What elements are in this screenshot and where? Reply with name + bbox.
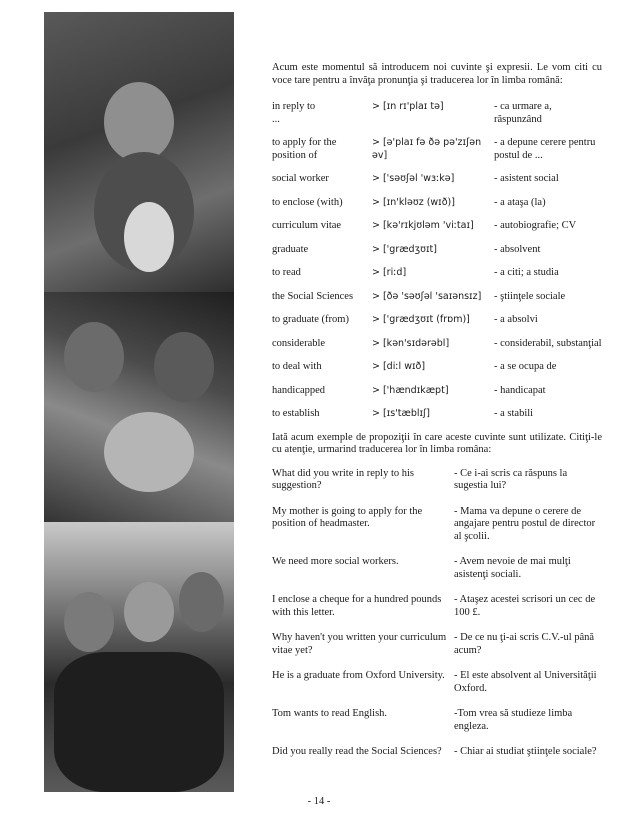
example-english: I enclose a cheque for a hundred pounds with this letter. xyxy=(272,594,442,618)
vocab-english: to deal with xyxy=(272,361,322,372)
example-row xyxy=(272,468,602,493)
vocab-row xyxy=(272,244,602,257)
vocab-row xyxy=(272,408,602,421)
examples-intro-paragraph: Iată acum exemple de propoziţii în care aceste cuvinte sunt utilizate. Citiţi-le cu atenţie, urmarind traducerea lor în limba româna: xyxy=(272,431,602,455)
vocab-english: to read xyxy=(272,267,301,278)
vocab-phonetic: > [ɪn'kləʊz (wɪð)] xyxy=(372,196,455,208)
example-english: What did you write in reply to his suggestion? xyxy=(272,467,415,491)
lesson-content xyxy=(272,62,602,772)
example-row xyxy=(272,556,602,581)
vocab-romanian: - a ataşa (la) xyxy=(494,196,546,208)
vocab-english: to apply for the position of xyxy=(272,137,337,161)
vocab-phonetic: > ['hændɪkæpt] xyxy=(372,384,449,396)
example-romanian: - Ataşez acestei scrisori un cec de 100 £. xyxy=(454,594,596,618)
vocab-phonetic: > ['grædʒʊɪt (frɒm)] xyxy=(372,314,470,325)
vocab-english: the Social Sciences xyxy=(272,290,354,302)
vocab-phonetic: > [diːl wɪð] xyxy=(372,361,426,372)
example-romanian: -Tom vrea să studieze limba engleza. xyxy=(454,708,573,732)
vocab-row xyxy=(272,197,602,210)
example-english: My mother is going to apply for the position of headmaster. xyxy=(272,505,423,529)
example-row xyxy=(272,506,602,544)
vocab-romanian: - ştiinţele sociale xyxy=(494,290,566,302)
vocab-romanian: - a stabili xyxy=(494,408,534,419)
vocab-english: graduate xyxy=(272,243,309,255)
photo-graduation-ceremony xyxy=(44,522,234,792)
vocab-english: to graduate (from) xyxy=(272,314,349,325)
example-romanian: - De ce nu ţi-ai scris C.V.-ul până acum? xyxy=(454,632,595,656)
example-row xyxy=(272,594,602,619)
vocab-row xyxy=(272,173,602,186)
photo-child-with-toy xyxy=(44,12,234,292)
example-romanian: - Mama va depune o cerere de angajare pentru postul de director al şcolii. xyxy=(454,505,596,542)
example-english: Why haven't you written your curriculum vitae yet? xyxy=(272,632,447,656)
example-row xyxy=(272,632,602,657)
vocab-romanian: - a absolvi xyxy=(494,314,538,325)
example-english: Did you really read the Social Sciences? xyxy=(272,746,442,757)
vocab-romanian: - absolvent xyxy=(494,243,541,255)
vocab-english: to establish xyxy=(272,408,320,419)
intro-paragraph: Acum este momentul să introducem noi cuvinte şi expresii. Le vom citi cu voce tare pentru a învăţa pronunţia şi traducerea lor în limba română: xyxy=(272,62,602,86)
vocab-row xyxy=(272,338,602,351)
example-romanian: - Avem nevoie de mai mulţi asistenţi sociali. xyxy=(454,556,571,580)
vocab-romanian: - considerabil, substanţial xyxy=(494,337,602,349)
example-romanian: - El este absolvent al Universităţii Oxford. xyxy=(454,670,597,694)
vocab-romanian: - ca urmare a, răspunzând xyxy=(494,101,552,125)
vocab-row xyxy=(272,220,602,233)
vocab-english: in reply to ... xyxy=(272,101,316,125)
vocab-english: to enclose (with) xyxy=(272,196,343,208)
vocab-phonetic: > [ɪn rɪ'plaɪ tə] xyxy=(372,101,444,112)
photo-group-of-children xyxy=(44,292,234,522)
vocab-phonetic: > ['grædʒʊɪt] xyxy=(372,243,437,255)
vocab-romanian: - asistent social xyxy=(494,173,559,184)
vocab-phonetic: > [riːd] xyxy=(372,267,407,278)
vocab-phonetic: > [kən'sɪdərəbl] xyxy=(372,337,450,349)
vocab-phonetic: > [ɪs'tæblɪʃ] xyxy=(372,408,430,419)
examples-list xyxy=(272,468,602,759)
vocab-romanian: - autobiografie; CV xyxy=(494,220,577,231)
example-romanian: - Chiar ai studiat ştiinţele sociale? xyxy=(454,746,597,757)
vocab-english: curriculum vitae xyxy=(272,220,342,231)
example-english: Tom wants to read English. xyxy=(272,708,388,719)
vocab-row xyxy=(272,361,602,374)
vocab-phonetic: > [ə'plaɪ fə ðə pə'zɪʃən əv] xyxy=(372,137,482,161)
vocab-row xyxy=(272,385,602,398)
vocab-row xyxy=(272,267,602,280)
example-row xyxy=(272,670,602,695)
vocabulary-list xyxy=(272,101,602,421)
example-english: He is a graduate from Oxford University. xyxy=(272,670,445,681)
vocab-phonetic: > [kə'rɪkjʊləm 'viːtaɪ] xyxy=(372,220,474,231)
vocab-phonetic: > ['səʊʃəl 'wɜːkə] xyxy=(372,173,455,184)
example-row xyxy=(272,708,602,733)
vocab-romanian: - handicapat xyxy=(494,384,546,396)
vocab-romanian: - a depune cerere pentru postul de ... xyxy=(494,137,596,161)
photo-collage xyxy=(44,12,234,792)
vocab-romanian: - a citi; a studia xyxy=(494,267,559,278)
example-romanian: - Ce i-ai scris ca răspuns la sugestia lui? xyxy=(454,467,568,491)
vocab-phonetic: > [ðə 'səʊʃəl 'saɪənsɪz] xyxy=(372,290,482,302)
example-row xyxy=(272,746,602,759)
vocab-row xyxy=(272,101,602,126)
page-number: - 14 - xyxy=(307,796,331,807)
vocab-english: social worker xyxy=(272,173,329,184)
example-english: We need more social workers. xyxy=(272,556,399,567)
vocab-row xyxy=(272,137,602,162)
vocab-romanian: - a se ocupa de xyxy=(494,361,557,372)
vocab-row xyxy=(272,291,602,304)
vocab-english: considerable xyxy=(272,337,326,349)
vocab-english: handicapped xyxy=(272,384,326,396)
vocab-row xyxy=(272,314,602,327)
